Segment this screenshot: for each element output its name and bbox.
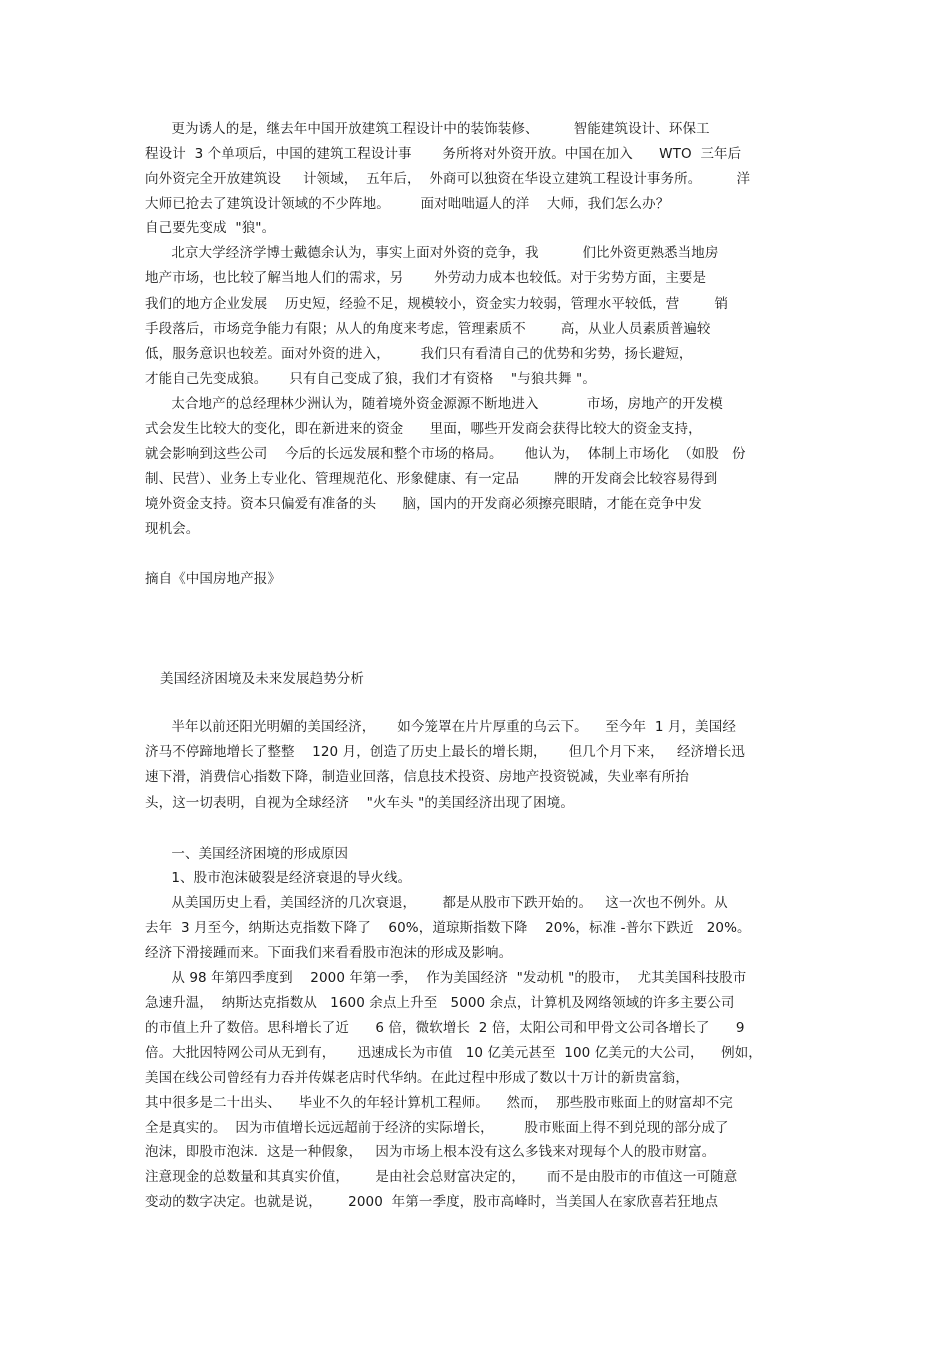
article1-line-10: 低，服务意识也较差。面对外资的进入， 我们只有看清自己的优势和劣势，扬长避短， [145, 346, 693, 362]
article2-body-line-5: 从 98 年第四季度到 2000 年第一季， 作为美国经济 "发动机 "的股市， 尤其美国科技股市 [145, 970, 747, 986]
article2-intro-line-3: 速下滑，消费信心指数下降，制造业回落，信息技术投资、房地产投资锐减，失业率有所抬 [145, 769, 689, 785]
article2-section-heading: 一、美国经济困境的形成原因 [145, 846, 349, 862]
article1-source: 摘自《中国房地产报》 [145, 571, 281, 587]
article2-body-line-6: 急速升温， 纳斯达克指数从 1600 余点上升至 5000 余点，计算机及网络领域的许多主要公司 [145, 995, 735, 1011]
article2-body-line-14: 变动的数字决定。也就是说， 2000 年第一季度，股市高峰时，当美国人在家欣喜若狂地点 [145, 1194, 719, 1210]
article2-intro-line-2: 济马不停蹄地增长了整整 120 月，创造了历史上最长的增长期， 但几个月下来， 经济增长迅 [145, 744, 745, 760]
article1-line-7: 地产市场，也比较了解当地人们的需求，另 外劳动力成本也较低。对于劣势方面，主要是 [145, 270, 707, 286]
article2-body-line-12: 泡沫，即股市泡沫. 这是一种假象， 因为市场上根本没有这么多钱来对现每个人的股市财富。 [145, 1144, 716, 1160]
article2-intro-line-1: 半年以前还阳光明媚的美国经济， 如今笼罩在片片厚重的乌云下。 至今年 1 月，美国经 [145, 719, 736, 735]
article1-line-9: 手段落后，市场竞争能力有限；从人的角度来考虑，管理素质不 高，从业人员素质普遍较 [145, 321, 711, 337]
article1-line-2: 程设计 3 个单项后，中国的建筑工程设计事 务所将对外资开放。中国在加入 WTO 三年后 [145, 146, 742, 162]
article1-line-16: 境外资金支持。资本只偏爱有准备的头 脑，国内的开发商必须擦亮眼睛，才能在竞争中发 [145, 496, 702, 512]
article1-line-4: 大师已抢去了建筑设计领域的不少阵地。 面对咄咄逼人的洋 大师，我们怎么办？ [145, 196, 670, 212]
article2-body-line-1: 1、股市泡沫破裂是经济衰退的导火线。 [145, 870, 412, 886]
article2-body-line-8: 倍。大批因特网公司从无到有， 迅速成长为市值 10 亿美元甚至 100 亿美元的大公司， 例如， [145, 1045, 762, 1061]
article2-body-line-3: 去年 3 月至今，纳斯达克指数下降了 60%，道琼斯指数下降 20%，标准 -普尔下跌近 20%。 [145, 920, 751, 936]
article1-line-6: 北京大学经济学博士戴德余认为，事实上面对外资的竞争，我 们比外资更熟悉当地房 [145, 245, 719, 261]
article1-line-12: 太合地产的总经理林少洲认为，随着境外资金源源不断地进入 市场，房地产的开发模 [145, 396, 723, 412]
article2-title: 美国经济困境及未来发展趋势分析 [160, 671, 364, 687]
article2-body-line-11: 全是真实的。 因为市值增长远远超前于经济的实际增长， 股市账面上得不到兑现的部分成了 [145, 1120, 729, 1136]
article2-body-line-2: 从美国历史上看，美国经济的几次衰退， 都是从股市下跌开始的。 这一次也不例外。从 [145, 895, 728, 911]
article2-body-line-7: 的市值上升了数倍。思科增长了近 6 倍，微软增长 2 倍，太阳公司和甲骨文公司各增长了 9 [145, 1020, 745, 1036]
article1-line-8: 我们的地方企业发展 历史短，经验不足，规模较小，资金实力较弱，管理水平较低，营 销 [145, 296, 729, 312]
article1-line-11: 才能自己先变成狼。 只有自己变成了狼，我们才有资格 "与狼共舞 "。 [145, 371, 596, 387]
article1-line-5: 自己要先变成 "狼"。 [145, 220, 276, 236]
article1-line-14: 就会影响到这些公司 今后的长远发展和整个市场的格局。 他认为， 体制上市场化 （如股 份 [145, 446, 746, 462]
article2-body-line-4: 经济下滑接踵而来。下面我们来看看股市泡沫的形成及影响。 [145, 945, 513, 961]
article2-body-line-13: 注意现金的总数量和其真实价值， 是由社会总财富决定的， 而不是由股市的市值这一可随意 [145, 1169, 738, 1185]
article1-line-3: 向外资完全开放建筑设 计领域， 五年后， 外商可以独资在华设立建筑工程设计事务所。 洋 [145, 171, 751, 187]
article2-body-line-10: 其中很多是二十出头、 毕业不久的年轻计算机工程师。 然而， 那些股市账面上的财富却不完 [145, 1095, 733, 1111]
article1-line-17: 现机会。 [145, 521, 200, 537]
article1-line-1: 更为诱人的是，继去年中国开放建筑工程设计中的装饰装修、 智能建筑设计、环保工 [145, 121, 710, 137]
article2-intro-line-4: 头，这一切表明，自视为全球经济 "火车头 "的美国经济出现了困境。 [145, 795, 574, 811]
article2-body-line-9: 美国在线公司曾经有力吞并传媒老店时代华纳。在此过程中形成了数以十万计的新贵富翁， [145, 1070, 689, 1086]
article1-line-15: 制、民营）、业务上专业化、管理规范化、形象健康、有一定品 牌的开发商会比较容易得到 [145, 471, 718, 487]
article1-line-13: 式会发生比较大的变化，即在新进来的资金 里面，哪些开发商会获得比较大的资金支持， [145, 421, 702, 437]
